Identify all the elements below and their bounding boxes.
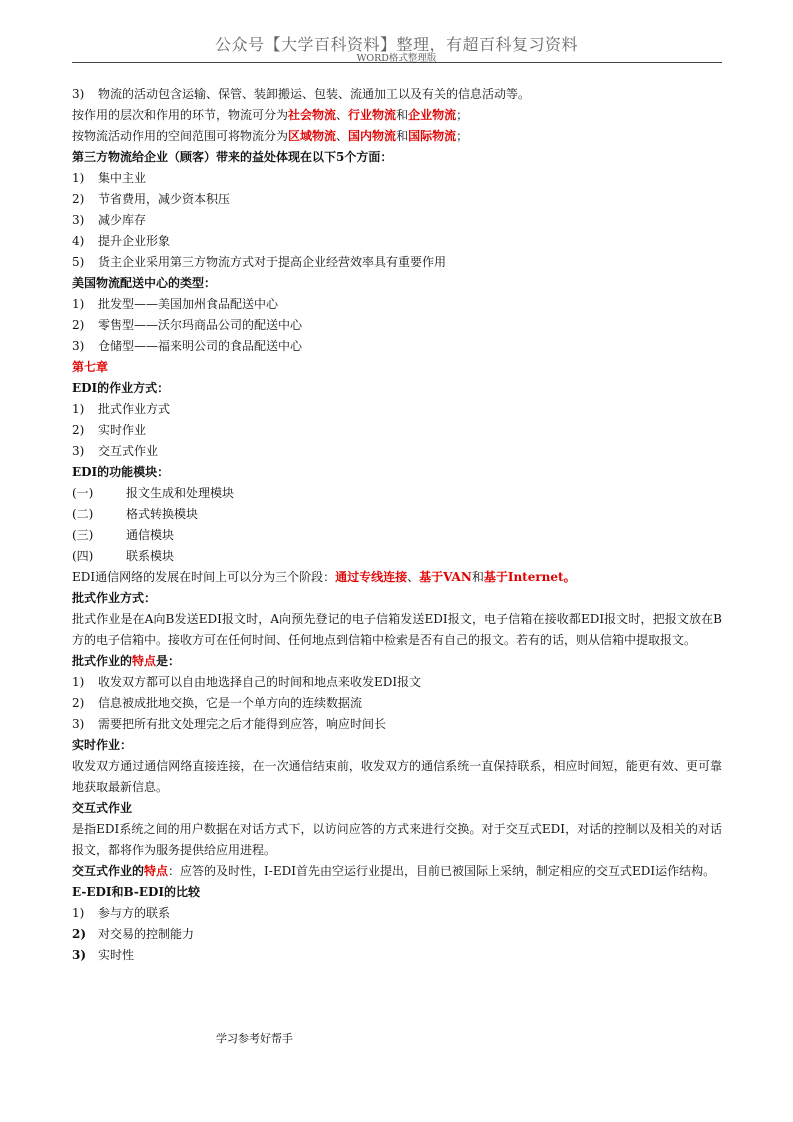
- list-item: 1) 批式作业方式: [72, 402, 171, 416]
- page-header-title: 公众号【大学百科资料】整理，有超百科复习资料: [214, 35, 578, 54]
- logistics-space-line: 按物流活动作用的空间范围可将物流分为区域物流、国内物流和国际物流；: [72, 129, 469, 143]
- paragraph: 交互式作业的特点：应答的及时性，I-EDI首先由空运行业提出，目前已被国际上采纳，制定相应的交互式EDI运作结构。: [72, 864, 716, 878]
- page-footer: 学习参考好帮手: [216, 1032, 293, 1045]
- section-heading: 美国物流配送中心的类型：: [72, 276, 217, 290]
- list-item: (三) 通信模块: [72, 528, 175, 542]
- logistics-classification-line: 按作用的层次和作用的环节，物流可分为社会物流、行业物流和企业物流；: [72, 108, 469, 122]
- list-item: (四) 联系模块: [72, 549, 175, 563]
- list-item: 3) 物流的活动包含运输、保管、装卸搬运、包装、流通加工以及有关的信息活动等。: [72, 87, 531, 101]
- section-heading: 批式作业的特点是：: [72, 654, 181, 668]
- list-item: (二) 格式转换模块: [72, 507, 199, 521]
- chapter-heading: 第七章: [72, 360, 109, 374]
- list-item: 3) 减少库存: [72, 213, 147, 227]
- list-item: 2) 节省费用，减少资本积压: [72, 192, 231, 206]
- list-item: 1) 集中主业: [72, 171, 147, 185]
- document-body: [72, 84, 722, 966]
- section-heading: 交互式作业: [72, 801, 133, 815]
- list-item: 3) 仓储型——福来明公司的食品配送中心: [72, 339, 303, 353]
- list-item: (一) 报文生成和处理模块: [72, 486, 235, 500]
- section-heading: 实时作业：: [72, 738, 133, 752]
- list-item: 2) 对交易的控制能力: [72, 927, 195, 941]
- paragraph: 收发双方通过通信网络直接连接，在一次通信结束前，收发双方的通信系统一直保持联系，相应时间短，能更有效、更可靠地获取最新信息。: [72, 759, 722, 794]
- section-heading: EDI的作业方式：: [72, 381, 170, 395]
- edi-stages-line: EDI通信网络的发展在时间上可以分为三个阶段：通过专线连接、基于VAN和基于Internet。: [72, 570, 576, 584]
- list-item: 2) 实时作业: [72, 423, 147, 437]
- page-header-subtitle: WORD格式整理版: [356, 53, 437, 64]
- list-item: 2) 零售型——沃尔玛商品公司的配送中心: [72, 318, 303, 332]
- list-item: 1) 参与方的联系: [72, 906, 171, 920]
- list-item: 5) 货主企业采用第三方物流方式对于提高企业经营效率具有重要作用: [72, 255, 447, 269]
- section-heading: 第三方物流给企业（顾客）带来的益处体现在以下5个方面：: [72, 150, 393, 164]
- paragraph: 是指EDI系统之间的用户数据在对话方式下，以访问应答的方式来进行交换。对于交互式EDI，对话的控制以及相关的对话报文，都将作为服务提供给应用进程。: [72, 822, 722, 857]
- list-item: 3) 需要把所有批文处理完之后才能得到应答，响应时间长: [72, 717, 387, 731]
- list-item: 2) 信息被成批地交换，它是一个单方向的连续数据流: [72, 696, 363, 710]
- list-item: 1) 批发型——美国加州食品配送中心: [72, 297, 279, 311]
- list-item: 3) 实时性: [72, 948, 135, 962]
- list-item: 1) 收发双方都可以自由地选择自己的时间和地点来收发EDI报文: [72, 675, 422, 689]
- paragraph: 批式作业是在A向B发送EDI报文时，A向预先登记的电子信箱发送EDI报文，电子信箱在接收都EDI报文时，把报文放在B方的电子信箱中。接收方可在任何时间、任何地点到信箱中检索是否有自己的报文。若有的话，则从信箱中提取报文。: [72, 612, 722, 647]
- section-heading: EDI的功能模块：: [72, 465, 170, 479]
- section-heading: E-EDI和B-EDI的比较: [72, 885, 201, 899]
- section-heading: 批式作业方式：: [72, 591, 157, 605]
- list-item: 4) 提升企业形象: [72, 234, 171, 248]
- list-item: 3) 交互式作业: [72, 444, 159, 458]
- header-divider: [72, 62, 722, 63]
